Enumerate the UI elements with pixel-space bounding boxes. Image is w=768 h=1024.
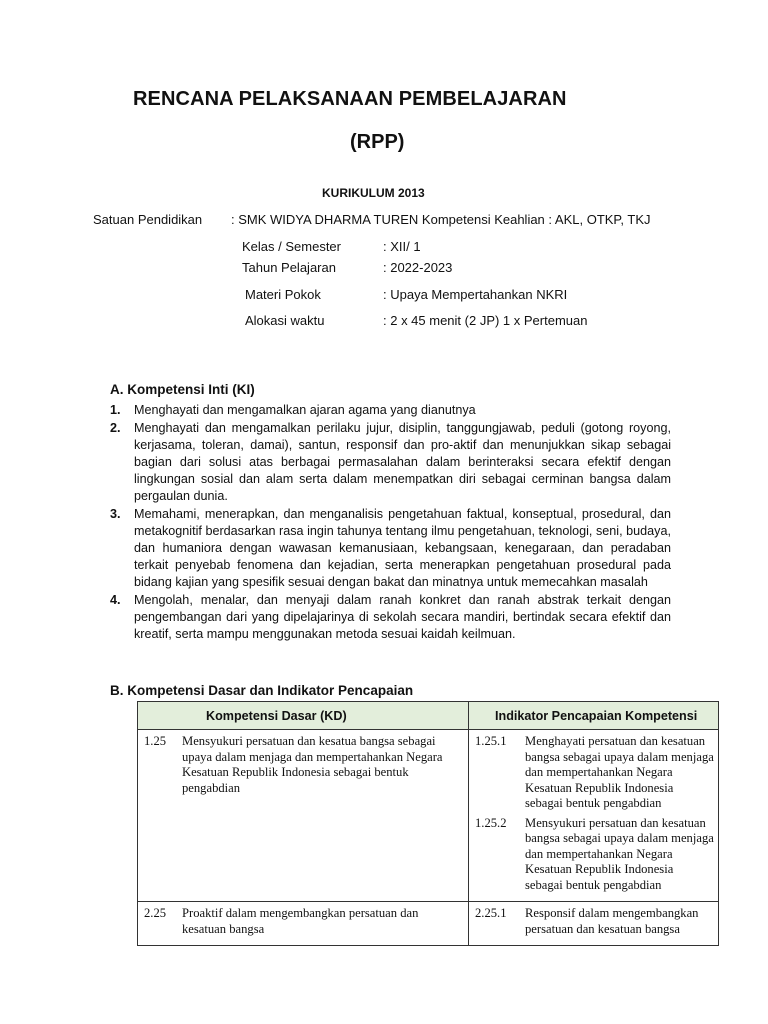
kelas-value: : XII/ 1 — [383, 239, 421, 254]
materi-label: Materi Pokok — [245, 287, 321, 302]
alokasi-value: : 2 x 45 menit (2 JP) 1 x Pertemuan — [383, 313, 588, 328]
list-item-number: 3. — [110, 507, 121, 521]
indikator-text: Menghayati persatuan dan kesatuan bangsa sebagai upaya dalam menjaga dan mempertahankan Negara Kesatuan Republik Indonesia sebagai bentuk pengabdian — [525, 734, 714, 810]
list-item — [110, 506, 671, 591]
table-row — [138, 902, 719, 946]
section-b-heading: B. Kompetensi Dasar dan Indikator Pencapaian — [110, 683, 414, 698]
indikator-code: 2.25.1 — [475, 906, 507, 920]
kd-code: 2.25 — [144, 906, 167, 920]
kelas-row — [242, 239, 642, 255]
list-item-text: Mengolah, menalar, dan menyaji dalam ranah konkret dan ranah abstrak terkait dengan pengembangan dari yang dipelajarinya di sekolah secara mandiri, bertindak secara efektif dan kreatif, serta mampu menggunakan metoda sesuai kaidah keilmuan. — [134, 593, 671, 641]
list-item-number: 1. — [110, 403, 121, 417]
indikator-cell — [469, 730, 719, 902]
kd-cell — [138, 902, 469, 946]
list-item — [110, 402, 671, 419]
tahun-value: : 2022-2023 — [383, 260, 453, 275]
materi-row — [245, 287, 645, 303]
header-kd: Kompetensi Dasar (KD) — [138, 702, 469, 730]
satuan-value: : SMK WIDYA DHARMA TUREN Kompetensi Keahlian : AKL, OTKP, TKJ — [231, 212, 651, 227]
list-item — [110, 420, 671, 505]
kompetensi-inti-list — [110, 402, 671, 644]
satuan-label: Satuan Pendidikan — [93, 212, 203, 227]
indikator-code: 1.25.1 — [475, 734, 507, 748]
document-title: RENCANA PELAKSANAAN PEMBELAJARAN — [133, 88, 567, 110]
list-item — [110, 592, 671, 643]
tahun-label: Tahun Pelajaran — [242, 260, 336, 275]
kompetensi-dasar-table — [137, 701, 719, 946]
list-item-text: Menghayati dan mengamalkan perilaku jujur, disiplin, tanggungjawab, peduli (gotong royong, kerjasama, toleran, damai), santun, responsif dan pro-aktif dan menunjukkan sikap sebagai bagian dari solusi atas berbagai permasalahan dalam berinteraksi secara efektif dengan lingkungan sosial dan alam serta dalam menempatkan diri sebagai cerminan bangsa dalam pergaulan dunia. — [134, 421, 671, 503]
document-subtitle: (RPP) — [350, 131, 405, 153]
kd-code: 1.25 — [144, 734, 167, 748]
indikator-cell — [469, 902, 719, 946]
tahun-row — [242, 260, 642, 276]
list-item-text: Menghayati dan mengamalkan ajaran agama yang dianutnya — [134, 403, 476, 417]
materi-value: : Upaya Mempertahankan NKRI — [383, 287, 568, 302]
satuan-row — [93, 212, 693, 228]
list-item-number: 4. — [110, 593, 121, 607]
kd-cell — [138, 730, 469, 902]
list-item-number: 2. — [110, 421, 121, 435]
kurikulum-label: KURIKULUM 2013 — [322, 186, 425, 200]
indikator-text: Mensyukuri persatuan dan kesatuan bangsa sebagai upaya dalam menjaga dan mempertahankan Negara Kesatuan Republik Indonesia sebagai bentuk pengabdian — [525, 815, 714, 892]
alokasi-label: Alokasi waktu — [245, 313, 325, 328]
kelas-label: Kelas / Semester — [242, 239, 341, 254]
section-a-heading: A. Kompetensi Inti (KI) — [110, 382, 255, 397]
header-indikator: Indikator Pencapaian Kompetensi — [469, 702, 719, 730]
kd-text: Proaktif dalam mengembangkan persatuan dan kesatuan bangsa — [182, 906, 419, 936]
table-row — [138, 730, 719, 902]
kd-text: Mensyukuri persatuan dan kesatua bangsa sebagai upaya dalam menjaga dan mempertahankan Negara Kesatuan Republik Indonesia sebagai bentuk pengabdian — [182, 734, 443, 795]
indikator-text: Responsif dalam mengembangkan persatuan dan kesatuan bangsa — [525, 906, 699, 936]
list-item-text: Memahami, menerapkan, dan menganalisis pengetahuan faktual, konseptual, prosedural, dan metakognitif berdasarkan rasa ingin tahunya tentang ilmu pengetahuan, teknologi, seni, budaya, dan humaniora dengan wawasan kemanusiaan, kebangsaan, kenegaraan, dan peradaban terkait penyebab fenomena dan kejadian, serta menerapkan pengetahuan prosedural pada bidang kajian yang spesifik sesuai dengan bakat dan minatnya untuk memecahkan masalah — [134, 507, 671, 589]
alokasi-row — [245, 313, 645, 329]
indikator-code: 1.25.2 — [475, 815, 507, 830]
